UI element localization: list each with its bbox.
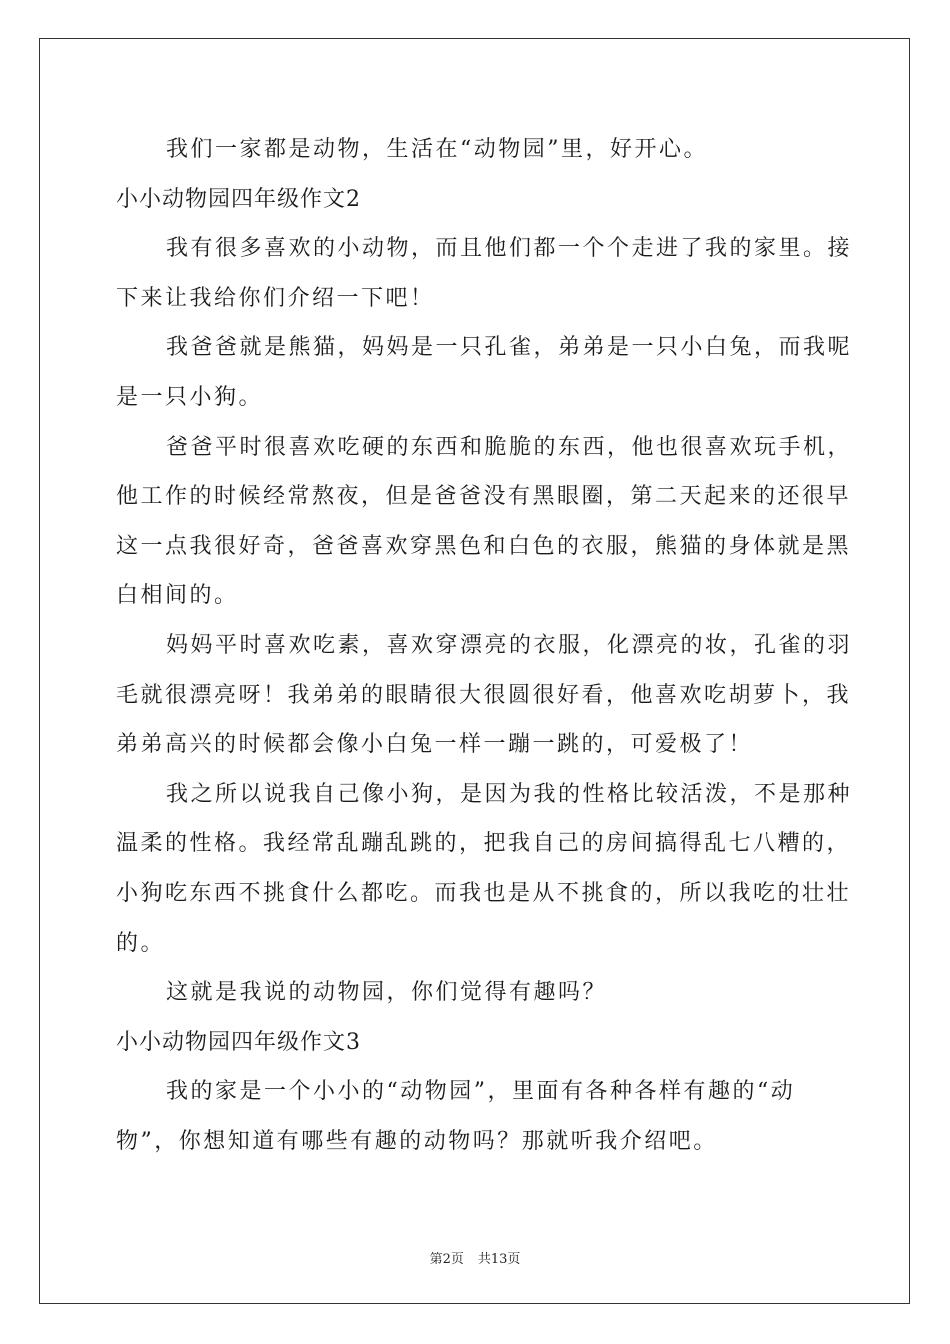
text-line: 毛就很漂亮呀！我弟弟的眼睛很大很圆很好看，他喜欢吃胡萝卜，我: [116, 682, 852, 708]
text-line: 弟弟高兴的时候都会像小白兔一样一蹦一跳的，可爱极了！: [116, 732, 754, 758]
page-total: 共13页: [477, 1252, 521, 1267]
text-line: 这一点我很好奇，爸爸喜欢穿黑色和白色的衣服，熊猫的身体就是黑: [116, 533, 852, 559]
text-line: 是一只小狗。: [116, 384, 264, 410]
text-line: 白相间的。: [116, 583, 239, 609]
essay-heading: 小小动物园四年级作文3: [116, 1029, 361, 1055]
text-line: 我之所以说我自己像小狗，是因为我的性格比较活泼，不是那种: [166, 781, 853, 807]
text-line: 妈妈平时喜欢吃素，喜欢穿漂亮的衣服，化漂亮的妆，孔雀的羽: [166, 632, 853, 658]
text-line: 物”，你想知道有哪些有趣的动物吗？那就听我介绍吧。: [116, 1128, 718, 1154]
text-line: 我们一家都是动物，生活在“动物园”里，好开心。: [166, 137, 708, 162]
text-line: 温柔的性格。我经常乱蹦乱跳的，把我自己的房间搞得乱七八糟的，: [116, 831, 852, 857]
text-line: 的。: [116, 930, 166, 956]
text-line: 爸爸平时很喜欢吃硬的东西和脆脆的东西，他也很喜欢玩手机，: [166, 434, 853, 460]
text-line: 他工作的时候经常熬夜，但是爸爸没有黑眼圈，第二天起来的还很早: [116, 484, 852, 510]
text-line: 我有很多喜欢的小动物，而且他们都一个个走进了我的家里。接: [166, 236, 853, 262]
essay-heading: 小小动物园四年级作文2: [116, 186, 361, 212]
page-footer: [0, 1248, 950, 1267]
document-body: [116, 125, 853, 1166]
text-line: 我爸爸就是熊猫，妈妈是一只孔雀，弟弟是一只小白兔，而我呢: [166, 335, 853, 361]
text-line: 这就是我说的动物园，你们觉得有趣吗？: [166, 980, 608, 1006]
text-line: 下来让我给你们介绍一下吧！: [116, 285, 435, 311]
text-line: 我的家是一个小小的“动物园”，里面有各种各样有趣的“动: [166, 1079, 796, 1105]
page-number: 第2页: [429, 1252, 464, 1267]
text-line: 小狗吃东西不挑食什么都吃。而我也是从不挑食的，所以我吃的壮壮: [116, 880, 852, 906]
